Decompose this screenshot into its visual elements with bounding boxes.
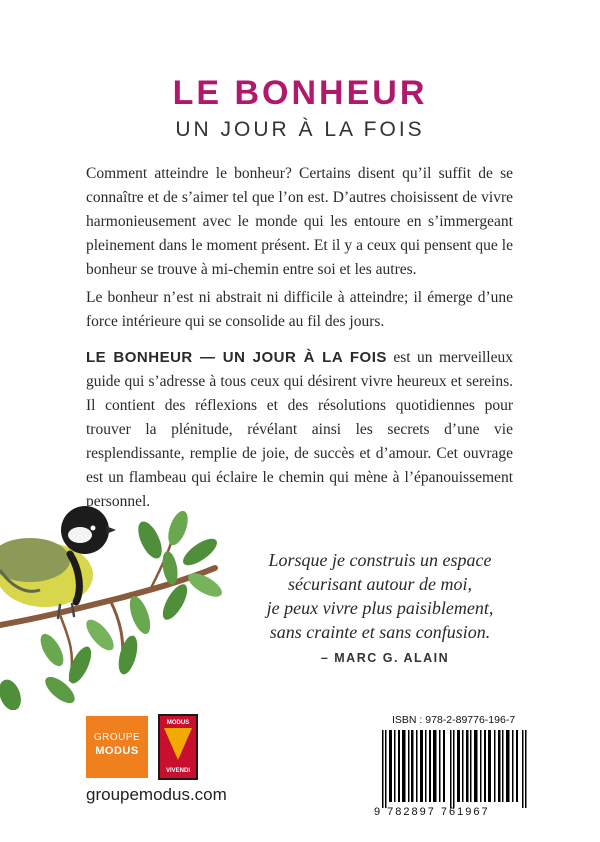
groupe-modus-logo — [86, 716, 148, 778]
imprint-line-1: MODUS — [166, 720, 190, 726]
imprint-line-2: VIVENDI — [165, 768, 191, 774]
logo-line-2: MODUS — [95, 745, 139, 757]
quote-line: Lorsque je construis un espace — [268, 550, 492, 570]
isbn-label: ISBN : 978-2-89776-196-7 — [392, 714, 516, 726]
quote-author: – MARC G. ALAIN — [320, 651, 450, 665]
logo-line-1: GROUPE — [93, 732, 141, 743]
book-title: LE BONHEUR — [172, 74, 428, 112]
quote-line: sécurisant autour de moi, — [288, 574, 472, 594]
modus-vivendi-logo — [158, 714, 198, 780]
book-title-inline: LE BONHEUR — UN JOUR À LA FOIS — [86, 349, 387, 366]
isbn-barcode — [380, 730, 530, 808]
description-paragraph-3 — [86, 346, 513, 514]
description-paragraph-1: Comment atteindre le bonheur? Certains disent qu’il suffit de se connaître et de s’aimer tel que l’on est. D’autres choisissent de vivre harmonieusement avec le monde qui les entoure en s’immergeant pleinement dans le moment présent. Et il y a ceux qui pensent que le bonheur se trouve à mi-chemin entre soi et les autres. — [86, 165, 513, 278]
book-subtitle: UN JOUR À LA FOIS — [175, 118, 425, 141]
bird-illustration — [0, 490, 250, 710]
quote-line: je peux vivre plus paisiblement, — [266, 598, 494, 618]
publisher-website[interactable]: groupemodus.com — [86, 785, 227, 804]
description-paragraph-2: Le bonheur n’est ni abstrait ni difficile à atteindre; il émerge d’une force intérieure qui se consolide au fil des jours. — [86, 289, 513, 330]
quote — [230, 548, 530, 644]
quote-line: sans crainte et sans confusion. — [269, 622, 491, 642]
barcode-digits: 9 782897 761967 — [374, 806, 490, 818]
description-paragraph-3-text: est un merveilleux guide qui s’adresse à tous ceux qui désirent vivre heureux et sereins. Il contient des réflexions et des résolutions quotidiennes pour trouver la plénitude, révélant ainsi les secrets d’une vie resplendissante, remplie de joie, de succès et d’amour. Cet ouvrage est un flambeau qui éclaire le chemin qui mène à l’épanouissement personnel. — [86, 349, 513, 510]
